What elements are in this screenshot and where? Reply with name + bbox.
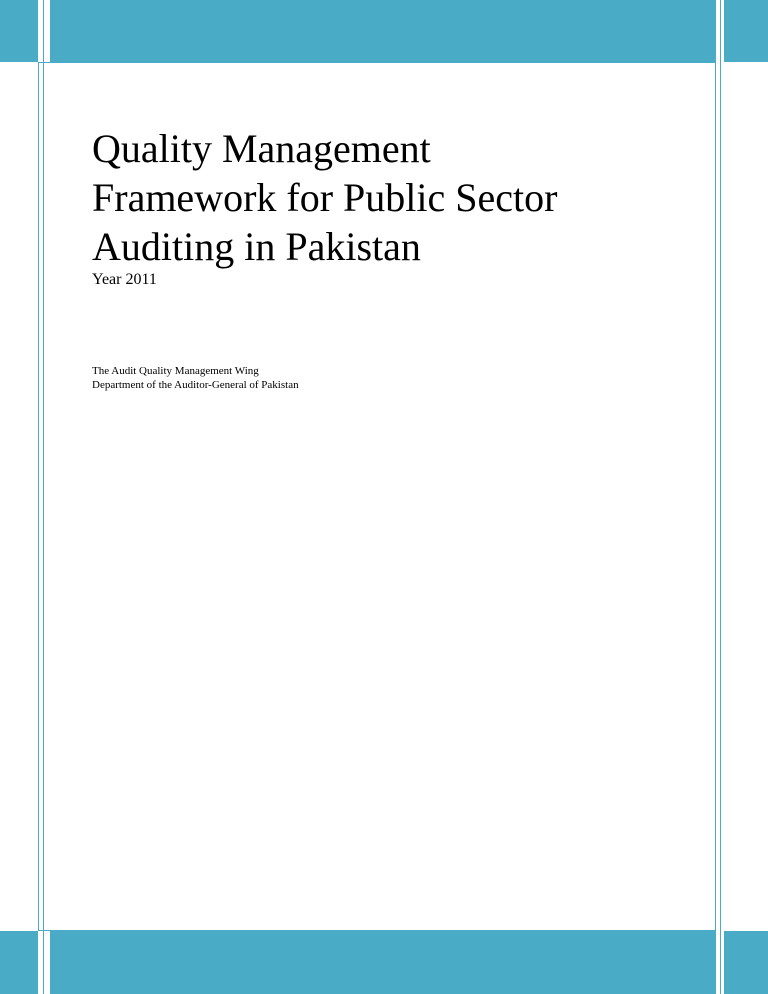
title-line-2: Framework for Public Sector <box>92 175 558 220</box>
top-banner <box>50 0 716 62</box>
right-frame-line <box>720 0 721 994</box>
top-left-corner-block <box>0 0 38 62</box>
title-line-3: Auditing in Pakistan <box>92 224 421 269</box>
title-line-1: Quality Management <box>92 126 431 171</box>
document-year: Year 2011 <box>92 271 157 288</box>
organization-department: Department of the Auditor-General of Pakistan <box>92 379 299 391</box>
organization-block <box>92 364 299 392</box>
bottom-right-corner-block <box>724 931 768 994</box>
bottom-banner <box>50 931 716 994</box>
bottom-left-corner-block <box>0 931 38 994</box>
organization-wing: The Audit Quality Management Wing <box>92 365 259 377</box>
document-title <box>92 124 692 271</box>
top-right-corner-block <box>724 0 768 62</box>
